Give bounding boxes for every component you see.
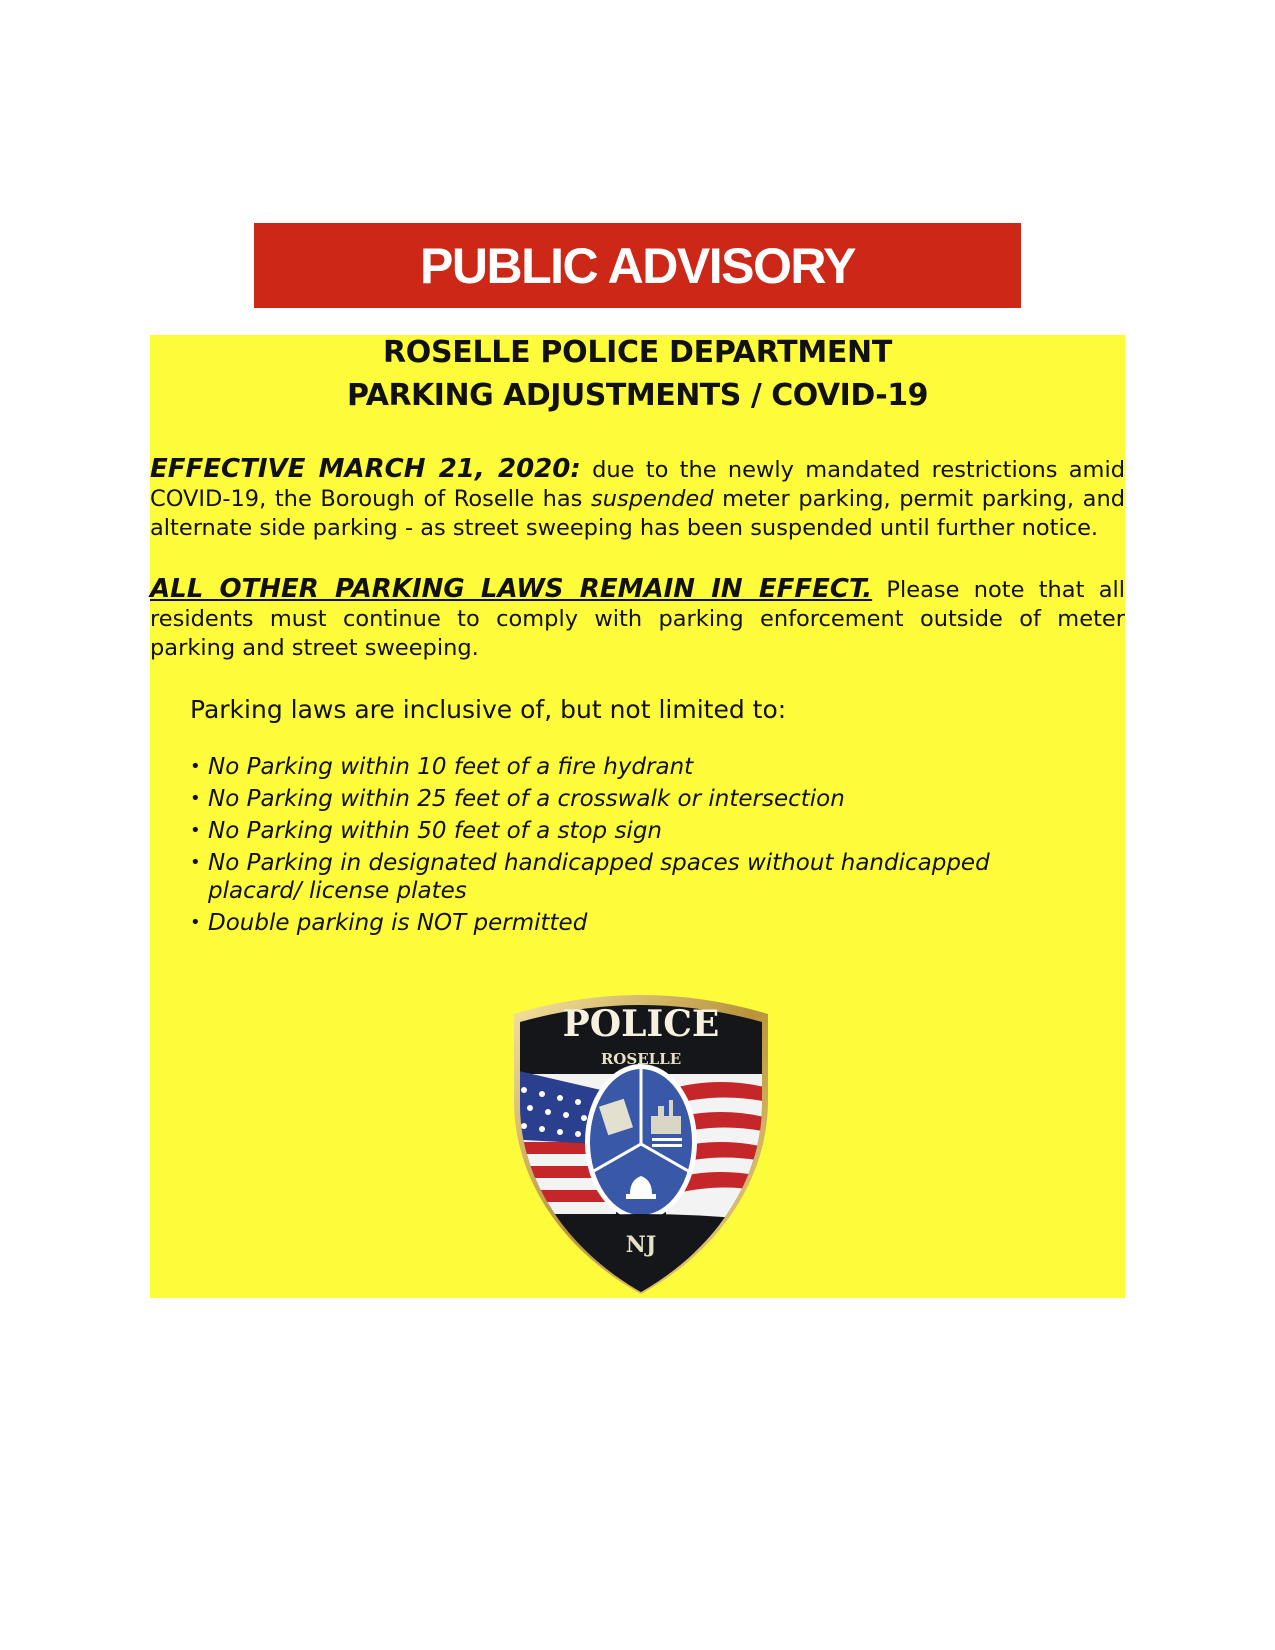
effective-text-a: due to the newly mandated restrictions amid COVID-19, the Borough of Roselle has: [150, 457, 1125, 512]
laws-in-effect-paragraph: [150, 575, 1125, 663]
advisory-banner: [254, 223, 1021, 308]
parking-rules-list: [190, 753, 1090, 941]
badge-top-text: POLICE: [562, 1003, 720, 1045]
subject-heading: PARKING ADJUSTMENTS / COVID-19: [347, 378, 928, 413]
bullet-icon: •: [190, 912, 201, 933]
effective-text-b: meter parking, permit parking, and alternate side parking - as street sweeping has been suspended until further notice.: [150, 486, 1125, 541]
laws-in-effect-lead: ALL OTHER PARKING LAWS REMAIN IN EFFECT.: [150, 574, 873, 604]
bullet-icon: •: [190, 852, 201, 873]
department-heading: ROSELLE POLICE DEPARTMENT: [382, 335, 893, 370]
rule-text: No Parking in designated handicapped spaces without handicapped placard/ license plates: [208, 850, 990, 904]
laws-in-effect-text: Please note that all residents must continue to comply with parking enforcement outside of meter parking and street sweeping.: [150, 577, 1125, 661]
list-item: [190, 817, 1090, 845]
bullet-icon: •: [190, 788, 201, 809]
bullet-icon: •: [190, 756, 201, 777]
rule-text: No Parking within 10 feet of a fire hydrant: [208, 754, 694, 780]
badge-sub-text: ROSELLE: [600, 1050, 682, 1068]
effective-date-lead: EFFECTIVE MARCH 21, 2020:: [150, 454, 581, 484]
rule-text: No Parking within 25 feet of a crosswalk or intersection: [208, 786, 845, 812]
list-item: [190, 909, 1090, 937]
list-item: [190, 849, 1090, 905]
list-item: [190, 785, 1090, 813]
list-item: [190, 753, 1090, 781]
bullet-icon: •: [190, 820, 201, 841]
rule-text: Double parking is NOT permitted: [208, 910, 588, 936]
badge-bottom-text: NJ: [625, 1232, 657, 1258]
banner-title: PUBLIC ADVISORY: [420, 237, 855, 294]
suspended-emphasis: suspended: [591, 486, 714, 512]
notice-panel: [150, 335, 1125, 1298]
list-intro: Parking laws are inclusive of, but not limited to:: [190, 695, 787, 724]
police-badge-icon: [506, 994, 776, 1294]
rule-text: No Parking within 50 feet of a stop sign: [208, 818, 663, 844]
effective-paragraph: [150, 455, 1125, 543]
